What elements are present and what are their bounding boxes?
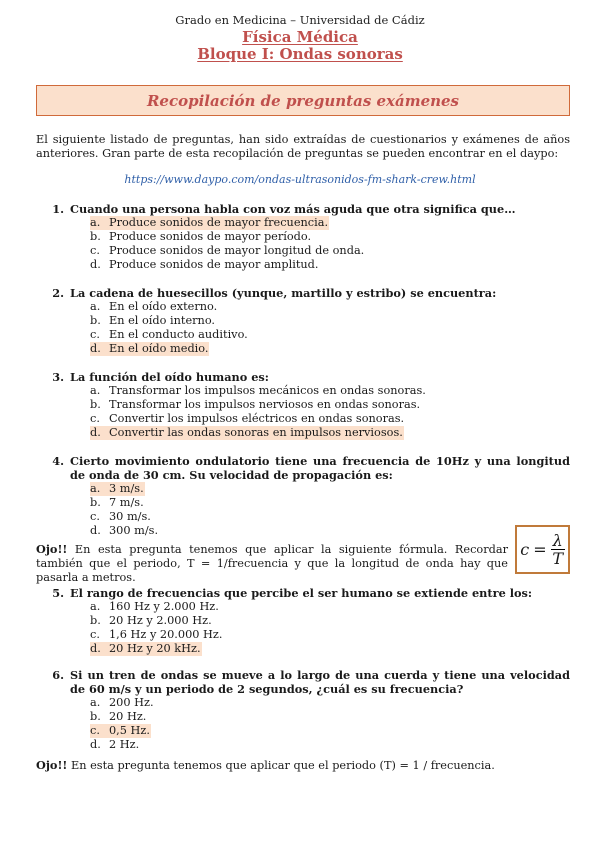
option-c: c. 1,6 Hz y 20.000 Hz.	[90, 628, 223, 641]
option-d-correct: d. En el oído medio.	[90, 342, 209, 355]
option-b: b. Transformar los impulsos nerviosos en ondas sonoras.	[90, 398, 421, 411]
formula-eq: =	[533, 540, 547, 559]
option-a-correct: a. Produce sonidos de mayor frecuencia.	[90, 216, 329, 229]
options-list	[36, 384, 570, 440]
formula-lhs: c	[520, 540, 530, 559]
note-formula: Ojo!! En esta pregunta tenemos que aplicar la siguiente fórmula. Recordar también que el periodo, T = 1/frecuencia y que la longitud de onda hay que pasarla a metros.	[36, 542, 508, 584]
option-a: a. En el oído externo.	[90, 300, 218, 313]
option-c-correct: c. 0,5 Hz.	[90, 724, 150, 737]
document-header	[0, 12, 600, 63]
option-d-correct: d. Convertir las ondas sonoras en impulsos nerviosos.	[90, 426, 403, 439]
option-b: b. 20 Hz y 2.000 Hz.	[90, 614, 212, 627]
option-d: d. 2 Hz.	[90, 738, 140, 751]
question-stem: 1. Cuando una persona habla con voz más aguda que otra significa que…	[52, 202, 516, 216]
question-stem: 3. La función del oído humano es:	[52, 370, 269, 384]
options-list	[36, 216, 570, 272]
formula-numerator: λ	[552, 531, 563, 550]
subject-title: Física Médica	[242, 28, 358, 46]
formula-fraction	[551, 532, 565, 567]
options-list	[36, 600, 570, 656]
option-a: a. Transformar los impulsos mecánicos en ondas sonoras.	[90, 384, 426, 397]
option-c: c. Produce sonidos de mayor longitud de onda.	[90, 244, 365, 257]
note-period: Ojo!! En esta pregunta tenemos que aplicar que el periodo (T) = 1 / frecuencia.	[36, 758, 495, 772]
university-line: Grado en Medicina – Universidad de Cádiz	[175, 13, 425, 27]
question-5	[36, 586, 570, 656]
option-c: c. 30 m/s.	[90, 510, 151, 523]
formula-denominator: T	[552, 549, 564, 568]
question-4	[36, 454, 570, 538]
options-list	[36, 482, 570, 538]
option-b: b. En el oído interno.	[90, 314, 216, 327]
option-d: d. Produce sonidos de mayor amplitud.	[90, 258, 319, 271]
option-c: c. Convertir los impulsos eléctricos en ondas sonoras.	[90, 412, 405, 425]
question-stem: 6. Si un tren de ondas se mueve a lo largo de una cuerda y tiene una velocidad de 60 m/s y un periodo de 2 segundos, ¿cuál es su frecuencia?	[52, 668, 570, 696]
daypo-link[interactable]: https://www.daypo.com/ondas-ultrasonidos-fm-shark-crew.html	[124, 173, 476, 186]
question-stem: 2. La cadena de huesecillos (yunque, martillo y estribo) se encuentra:	[52, 286, 497, 300]
option-b: b. 20 Hz.	[90, 710, 147, 723]
question-stem: 5. El rango de frecuencias que percibe el ser humano se extiende entre los:	[52, 586, 533, 600]
option-b: b. 7 m/s.	[90, 496, 144, 509]
question-3	[36, 370, 570, 440]
option-a-correct: a. 3 m/s.	[90, 482, 144, 495]
option-d: d. 300 m/s.	[90, 524, 159, 537]
intro-paragraph: El siguiente listado de preguntas, han sido extraídas de cuestionarios y exámenes de años anteriores. Gran parte de esta recopilación de preguntas se pueden encontrar en el daypo:	[36, 133, 570, 160]
option-a: a. 160 Hz y 2.000 Hz.	[90, 600, 219, 613]
option-b: b. Produce sonidos de mayor período.	[90, 230, 312, 243]
section-title: Recopilación de preguntas exámenes	[146, 91, 460, 110]
option-a: a. 200 Hz.	[90, 696, 154, 709]
option-d-correct: d. 20 Hz y 20 kHz.	[90, 642, 201, 655]
options-list	[36, 300, 570, 356]
question-6	[36, 668, 570, 752]
wave-speed-formula	[515, 525, 570, 574]
section-title-box	[36, 85, 570, 116]
question-stem: 4. Cierto movimiento ondulatorio tiene una frecuencia de 10Hz y una longitud de onda de 30 cm. Su velocidad de propagación es:	[52, 454, 570, 482]
option-c: c. En el conducto auditivo.	[90, 328, 248, 341]
options-list	[36, 696, 570, 752]
block-title: Bloque I: Ondas sonoras	[197, 45, 403, 63]
question-1	[36, 202, 570, 272]
question-2	[36, 286, 570, 356]
